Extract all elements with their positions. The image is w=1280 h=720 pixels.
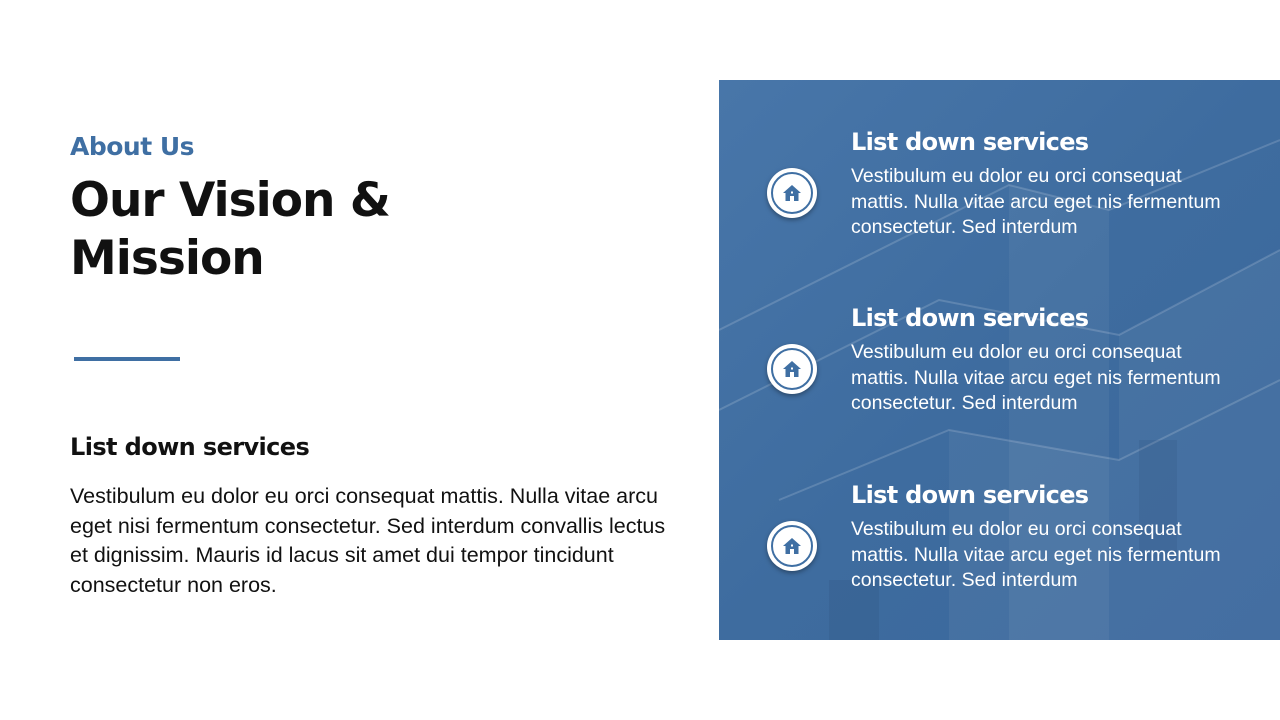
service-description: Vestibulum eu dolor eu orci consequat mattis. Nulla vitae arcu eget nis fermentum consectetur. Sed interdum xyxy=(851,165,1221,238)
house-icon xyxy=(781,535,803,557)
house-icon xyxy=(781,358,803,380)
service-title: List down services xyxy=(851,128,1089,156)
services-panel xyxy=(719,80,1280,640)
intro-body: Vestibulum eu dolor eu orci consequat mattis. Nulla vitae arcu eget nisi fermentum consectetur. Sed interdum convallis lectus et dignissim. Mauris id lacus sit amet dui tempor tincidunt consectetur non eros. xyxy=(70,484,666,597)
service-item xyxy=(719,481,1280,611)
house-icon xyxy=(781,182,803,204)
intro-heading: List down services xyxy=(70,433,310,461)
service-item xyxy=(719,304,1280,434)
service-item xyxy=(719,128,1280,258)
service-title: List down services xyxy=(851,481,1089,509)
service-title: List down services xyxy=(851,304,1089,332)
page-title: Our Vision & Mission xyxy=(70,173,390,286)
service-icon-badge xyxy=(767,521,817,571)
service-icon-badge xyxy=(767,168,817,218)
service-icon-badge xyxy=(767,344,817,394)
service-description: Vestibulum eu dolor eu orci consequat mattis. Nulla vitae arcu eget nis fermentum consectetur. Sed interdum xyxy=(851,341,1221,414)
service-description: Vestibulum eu dolor eu orci consequat mattis. Nulla vitae arcu eget nis fermentum consectetur. Sed interdum xyxy=(851,518,1221,591)
accent-divider xyxy=(74,357,180,361)
eyebrow-label: About Us xyxy=(70,132,195,161)
